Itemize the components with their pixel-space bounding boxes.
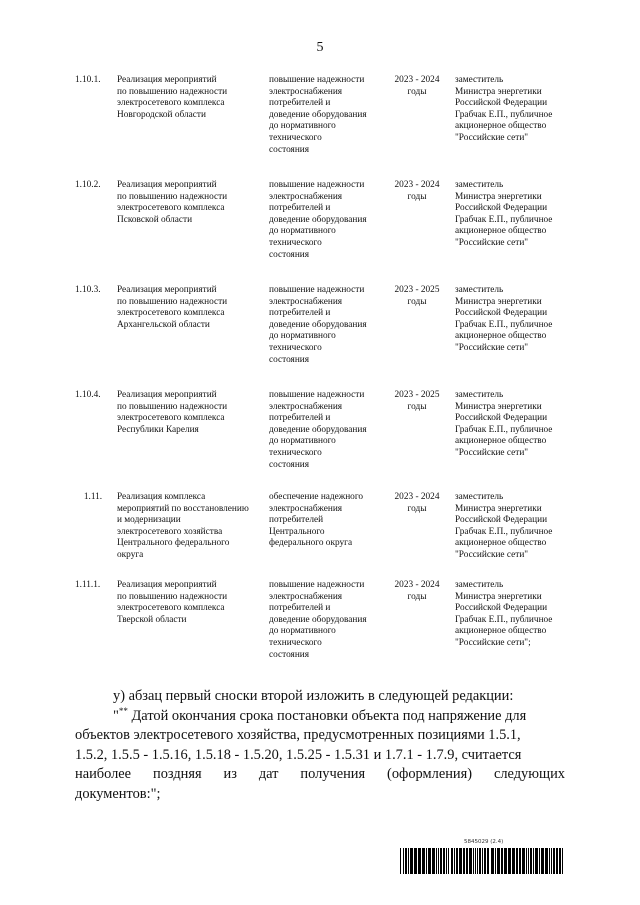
item-goal-line: электроснабжения <box>269 191 343 202</box>
item-goal-line: федерального округа <box>269 538 353 549</box>
item-number <box>75 580 113 592</box>
item-term-line: 2023 - 2024 <box>394 580 440 590</box>
item-responsible-line: заместитель <box>455 390 504 400</box>
barcode-label: 5845029 (2.4) <box>464 839 504 845</box>
item-term-line: годы <box>407 591 427 602</box>
item-responsible-line: Грабчак Е.П., публичное <box>455 424 553 435</box>
item-goal-line: доведение оборудования <box>269 424 367 435</box>
footnote-line-1: "** Датой окончания срока постановки объекта под напряжение для <box>113 705 527 724</box>
item-responsible-line: Министра энергетики <box>455 401 542 412</box>
item-name-line: Реализация комплекса <box>117 492 206 502</box>
item-name-line: электросетевого комплекса <box>117 308 225 319</box>
item-name-line: и модернизации <box>117 515 181 526</box>
item-responsible-line: акционерное общество <box>455 121 547 132</box>
item-term-line: 2023 - 2025 <box>394 390 440 400</box>
item-goal-line: повышение надежности <box>269 580 365 590</box>
item-goal-line: до нормативного <box>269 226 336 237</box>
item-term-line: годы <box>407 296 427 307</box>
item-term <box>390 75 444 98</box>
item-goal-line: потребителей и <box>269 603 331 614</box>
item-responsible-line: Министра энергетики <box>455 191 542 202</box>
item-responsible-line: Министра энергетики <box>455 296 542 307</box>
item-number-line: 1.10.1. <box>75 75 101 85</box>
item-responsible <box>455 180 585 250</box>
item-responsible-line: заместитель <box>455 180 504 190</box>
item-goal-line: повышение надежности <box>269 285 365 295</box>
item-responsible <box>455 75 585 145</box>
item-term-line: 2023 - 2024 <box>394 492 440 502</box>
item-name-line: электросетевого комплекса <box>117 98 225 109</box>
item-responsible-line: Грабчак Е.П., публичное <box>455 614 553 625</box>
item-responsible-line: Министра энергетики <box>455 86 542 97</box>
item-name <box>117 75 267 121</box>
item-number <box>72 492 114 504</box>
item-goal-line: доведение оборудования <box>269 214 367 225</box>
item-number-line: 1.10.2. <box>75 180 101 190</box>
item-responsible-line: акционерное общество <box>455 538 547 549</box>
item-responsible-line: акционерное общество <box>455 331 547 342</box>
item-responsible-line: "Российские сети" <box>455 549 529 560</box>
footnote-mark: ** <box>118 705 128 716</box>
item-goal-line: повышение надежности <box>269 390 365 400</box>
item-name-line: Архангельской области <box>117 319 210 330</box>
item-responsible-line: заместитель <box>455 75 504 85</box>
item-goal-line: повышение надежности <box>269 180 365 190</box>
item-name-line: Республики Карелия <box>117 424 199 435</box>
footnote-line-3: 1.5.2, 1.5.5 - 1.5.16, 1.5.18 - 1.5.20, 1.5.25 - 1.5.31 и 1.7.1 - 1.7.9, считается <box>75 746 522 763</box>
item-responsible-line: Российской Федерации <box>455 308 548 319</box>
item-goal-line: электроснабжения <box>269 591 343 602</box>
word: поздняя <box>153 766 202 782</box>
item-term-line: годы <box>407 401 427 412</box>
item-goal-line: состояния <box>269 249 310 260</box>
item-goal-line: состояния <box>269 459 310 470</box>
item-goal <box>269 580 389 661</box>
item-goal-line: доведение оборудования <box>269 614 367 625</box>
item-goal-line: до нормативного <box>269 436 336 447</box>
item-term-line: 2023 - 2024 <box>394 75 440 85</box>
amendment-text <box>75 687 565 804</box>
item-goal-line: потребителей и <box>269 308 331 319</box>
item-responsible-line: Грабчак Е.П., публичное <box>455 214 553 225</box>
item-number-line: 1.11. <box>83 492 103 502</box>
item-number <box>75 180 113 192</box>
item-responsible <box>455 390 585 460</box>
item-responsible-line: Министра энергетики <box>455 591 542 602</box>
item-goal-line: технического <box>269 342 322 353</box>
item-number <box>75 390 113 402</box>
footnote-line-2: объектов электросетевого хозяйства, предусмотренных позициями 1.5.1, <box>75 727 521 743</box>
item-name <box>117 580 267 626</box>
item-goal-line: электроснабжения <box>269 86 343 97</box>
item-name-line: электросетевого комплекса <box>117 203 225 214</box>
item-term-line: годы <box>407 191 427 202</box>
item-name <box>117 180 267 226</box>
item-term-line: 2023 - 2024 <box>394 180 440 190</box>
item-name-line: Реализация мероприятий <box>117 75 217 85</box>
item-responsible-line: Министра энергетики <box>455 503 542 514</box>
item-responsible-line: "Российские сети" <box>455 447 529 458</box>
item-goal-line: Центрального <box>269 526 325 537</box>
barcode-icon <box>400 848 566 874</box>
item-responsible-line: акционерное общество <box>455 436 547 447</box>
item-responsible <box>455 492 585 562</box>
word: дат <box>258 766 279 782</box>
item-goal <box>269 180 389 261</box>
item-number-line: 1.10.4. <box>75 390 101 400</box>
item-responsible-line: Российской Федерации <box>455 603 548 614</box>
page-number: 5 <box>316 40 324 55</box>
item-responsible-line: акционерное общество <box>455 626 547 637</box>
item-term <box>390 390 444 413</box>
item-goal-line: электроснабжения <box>269 296 343 307</box>
item-name <box>117 285 267 331</box>
item-responsible-line: Грабчак Е.П., публичное <box>455 109 553 120</box>
item-goal <box>269 285 389 366</box>
word: из <box>223 766 237 782</box>
amendment-intro: у) абзац первый сноски второй изложить в следующей редакции: <box>113 688 514 704</box>
item-name-line: по повышению надежности <box>117 401 228 412</box>
item-number <box>75 75 113 87</box>
item-responsible-line: "Российские сети"; <box>455 637 531 648</box>
item-responsible-line: Российской Федерации <box>455 413 548 424</box>
item-goal-line: технического <box>269 637 322 648</box>
item-number-line: 1.11.1. <box>75 580 101 590</box>
item-name <box>117 492 267 562</box>
item-name-line: Псковской области <box>117 214 193 225</box>
item-goal-line: потребителей и <box>269 203 331 214</box>
item-term <box>390 492 444 515</box>
item-name-line: Реализация мероприятий <box>117 285 217 295</box>
item-goal-line: электроснабжения <box>269 401 343 412</box>
item-term-line: 2023 - 2025 <box>394 285 440 295</box>
item-name-line: Новгородской области <box>117 109 206 120</box>
item-name-line: округа <box>117 549 144 560</box>
item-responsible-line: акционерное общество <box>455 226 547 237</box>
item-responsible-line: Грабчак Е.П., публичное <box>455 319 553 330</box>
item-term <box>390 580 444 603</box>
item-goal-line: до нормативного <box>269 626 336 637</box>
item-name-line: Реализация мероприятий <box>117 580 217 590</box>
word: (оформления) <box>387 766 473 782</box>
item-goal-line: потребителей и <box>269 413 331 424</box>
item-goal-line: состояния <box>269 649 310 660</box>
item-term-line: годы <box>407 503 427 514</box>
item-goal-line: повышение надежности <box>269 75 365 85</box>
item-name-line: мероприятий по восстановлению <box>117 503 249 514</box>
item-name-line: Реализация мероприятий <box>117 180 217 190</box>
item-responsible-line: "Российские сети" <box>455 132 529 143</box>
word: получения <box>300 766 366 782</box>
item-goal-line: состояния <box>269 354 310 365</box>
item-name-line: по повышению надежности <box>117 591 228 602</box>
item-name-line: электросетевого комплекса <box>117 413 225 424</box>
item-term <box>390 180 444 203</box>
item-goal <box>269 492 389 550</box>
item-responsible-line: "Российские сети" <box>455 342 529 353</box>
item-name-line: по повышению надежности <box>117 86 228 97</box>
item-name-line: Реализация мероприятий <box>117 390 217 400</box>
item-goal-line: технического <box>269 447 322 458</box>
footnote-line-4 <box>75 765 565 785</box>
item-name-line: по повышению надежности <box>117 296 228 307</box>
item-goal-line: электроснабжения <box>269 503 343 514</box>
item-name-line: Центрального федерального <box>117 538 230 549</box>
item-name-line: электросетевого хозяйства <box>117 526 223 537</box>
footnote-line-5: документов:"; <box>75 785 161 802</box>
item-name <box>117 390 267 436</box>
item-responsible-line: Российской Федерации <box>455 203 548 214</box>
item-responsible <box>455 580 585 650</box>
item-goal-line: до нормативного <box>269 331 336 342</box>
item-goal-line: доведение оборудования <box>269 109 367 120</box>
item-goal-line: обеспечение надежного <box>269 492 364 502</box>
word: следующих <box>493 766 565 782</box>
item-goal-line: состояния <box>269 144 310 155</box>
item-term-line: годы <box>407 86 427 97</box>
item-goal-line: потребителей <box>269 515 324 526</box>
item-goal-line: доведение оборудования <box>269 319 367 330</box>
item-number-line: 1.10.3. <box>75 285 101 295</box>
item-goal-line: технического <box>269 132 322 143</box>
item-name-line: Тверской области <box>117 614 187 625</box>
item-goal <box>269 390 389 471</box>
item-responsible-line: "Российские сети" <box>455 237 529 248</box>
document-barcode <box>400 839 566 874</box>
item-goal-line: до нормативного <box>269 121 336 132</box>
item-name-line: по повышению надежности <box>117 191 228 202</box>
item-name-line: электросетевого комплекса <box>117 603 225 614</box>
item-goal-line: технического <box>269 237 322 248</box>
item-responsible-line: заместитель <box>455 285 504 295</box>
item-responsible-line: заместитель <box>455 580 504 590</box>
item-responsible <box>455 285 585 355</box>
item-goal-line: потребителей и <box>269 98 331 109</box>
item-goal <box>269 75 389 156</box>
word: наиболее <box>75 766 132 782</box>
item-responsible-line: Грабчак Е.П., публичное <box>455 526 553 537</box>
item-responsible-line: Российской Федерации <box>455 515 548 526</box>
item-term <box>390 285 444 308</box>
item-responsible-line: заместитель <box>455 492 504 502</box>
item-number <box>75 285 113 297</box>
item-responsible-line: Российской Федерации <box>455 98 548 109</box>
